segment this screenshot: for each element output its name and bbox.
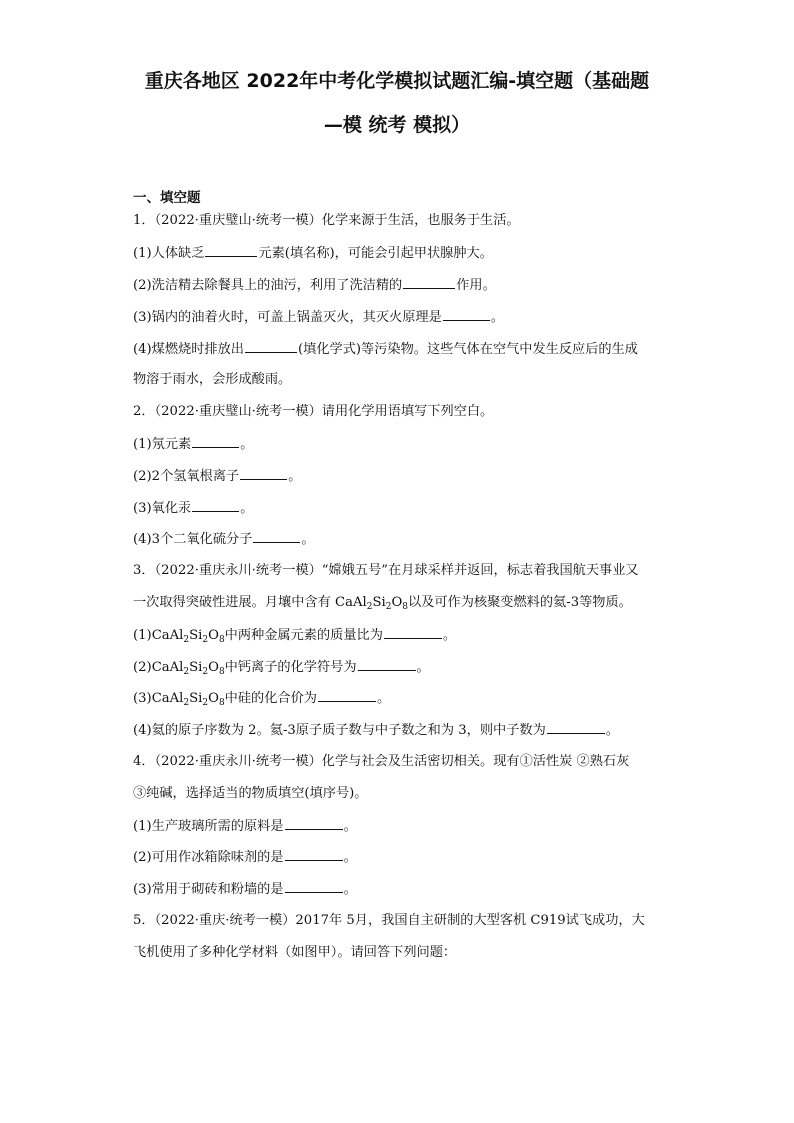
answer-blank[interactable] bbox=[205, 245, 257, 257]
q3-part2: $(2)CaAl_2Si_2O_8$中钙离子的化学符号为 。 bbox=[133, 660, 430, 677]
q2-part2: (2)2个氢氧根离子 。 bbox=[133, 469, 302, 484]
answer-blank[interactable] bbox=[318, 690, 376, 702]
q1-part2: (2)洗洁精去除餐具上的油污，利用了洗洁精的 作用。 bbox=[133, 278, 496, 293]
document-title-line2: —模 统考 模拟） bbox=[323, 114, 471, 136]
q4-stem-line2: ③纯碱，选择适当的物质填空(填序号)。 bbox=[133, 786, 368, 801]
chemical-formula: $CaAl_2Si_2O_8$ bbox=[151, 691, 225, 708]
answer-blank[interactable] bbox=[384, 627, 442, 639]
q3-part4: (4)氦的原子序数为 2。氦-3原子质子数与中子数之和为 3，则中子数为 。 bbox=[133, 723, 619, 738]
chemical-formula: $CaAl_2Si_2O_8$ bbox=[151, 628, 225, 645]
q1-stem: 1．（2022·重庆璧山·统考一模）化学来源于生活，也服务于生活。 bbox=[133, 213, 520, 228]
q1-part4: (4)煤燃烧时排放出 (填化学式)等污染物。这些气体在空气中发生反应后的生成 bbox=[133, 342, 638, 357]
answer-blank[interactable] bbox=[285, 849, 343, 861]
q2-part4: (4)3个二氧化硫分子 。 bbox=[133, 532, 315, 547]
answer-blank[interactable] bbox=[547, 722, 605, 734]
q3-stem-line1: 3．（2022·重庆永川·统考一模）“嫦娥五号”在月球采样并返回，标志着我国航天事业又 bbox=[133, 563, 639, 578]
q2-stem: 2．（2022·重庆璧山·统考一模）请用化学用语填写下列空白。 bbox=[133, 404, 494, 419]
answer-blank[interactable] bbox=[253, 531, 300, 543]
answer-blank[interactable] bbox=[443, 309, 490, 321]
q4-part1: (1)生产玻璃所需的原料是 。 bbox=[133, 819, 357, 834]
chemical-formula: $CaAl_2Si_2O_8$ bbox=[335, 595, 408, 612]
q3-part1: $(1)CaAl_2Si_2O_8$中两种金属元素的质量比为 。 bbox=[133, 628, 457, 645]
q4-stem-line1: 4．（2022·重庆永川·统考一模）化学与社会及生活密切相关。现有①活性炭 ②熟石灰 bbox=[133, 754, 630, 769]
q1-part4-cont: 物溶于雨水，会形成酸雨。 bbox=[133, 372, 292, 387]
q2-part3: (3)氧化汞 。 bbox=[133, 501, 254, 516]
q3-part3: $(3)CaAl_2Si_2O_8$中硅的化合价为 。 bbox=[133, 691, 391, 708]
answer-blank[interactable] bbox=[192, 500, 239, 512]
answer-blank[interactable] bbox=[240, 468, 287, 480]
answer-blank[interactable] bbox=[285, 881, 343, 893]
q5-stem-line2: 飞机使用了多种化学材料（如图甲）。请回答下列问题： bbox=[133, 945, 457, 960]
q5-stem-line1: 5．（2022·重庆·统考一模）2017年 5月，我国自主研制的大型客机 C919试飞成功，大 bbox=[133, 913, 645, 928]
section-heading: 一、填空题 bbox=[133, 190, 201, 206]
q4-part3: (3)常用于砌砖和粉墙的是 。 bbox=[133, 882, 357, 897]
answer-blank[interactable] bbox=[245, 341, 297, 353]
answer-blank[interactable] bbox=[192, 436, 239, 448]
q1-part3: (3)锅内的油着火时，可盖上锅盖灭火，其灭火原理是 。 bbox=[133, 310, 504, 325]
q3-stem-line2: 一次取得突破性进展。月壤中含有 $CaAl_2Si_2O_8$以及可作为核聚变燃料的氦-3等物质。 bbox=[133, 595, 632, 612]
q2-part1: (1)氖元素 。 bbox=[133, 437, 254, 452]
answer-blank[interactable] bbox=[358, 659, 416, 671]
document-title-line1: 重庆各地区 2022年中考化学模拟试题汇编-填空题（基础题 bbox=[144, 70, 650, 92]
chemical-formula: $CaAl_2Si_2O_8$ bbox=[151, 660, 225, 677]
q1-part1: (1)人体缺乏 元素(填名称)，可能会引起甲状腺肿大。 bbox=[133, 246, 493, 261]
answer-blank[interactable] bbox=[403, 277, 455, 289]
q4-part2: (2)可用作冰箱除味剂的是 。 bbox=[133, 850, 357, 865]
answer-blank[interactable] bbox=[285, 818, 343, 830]
